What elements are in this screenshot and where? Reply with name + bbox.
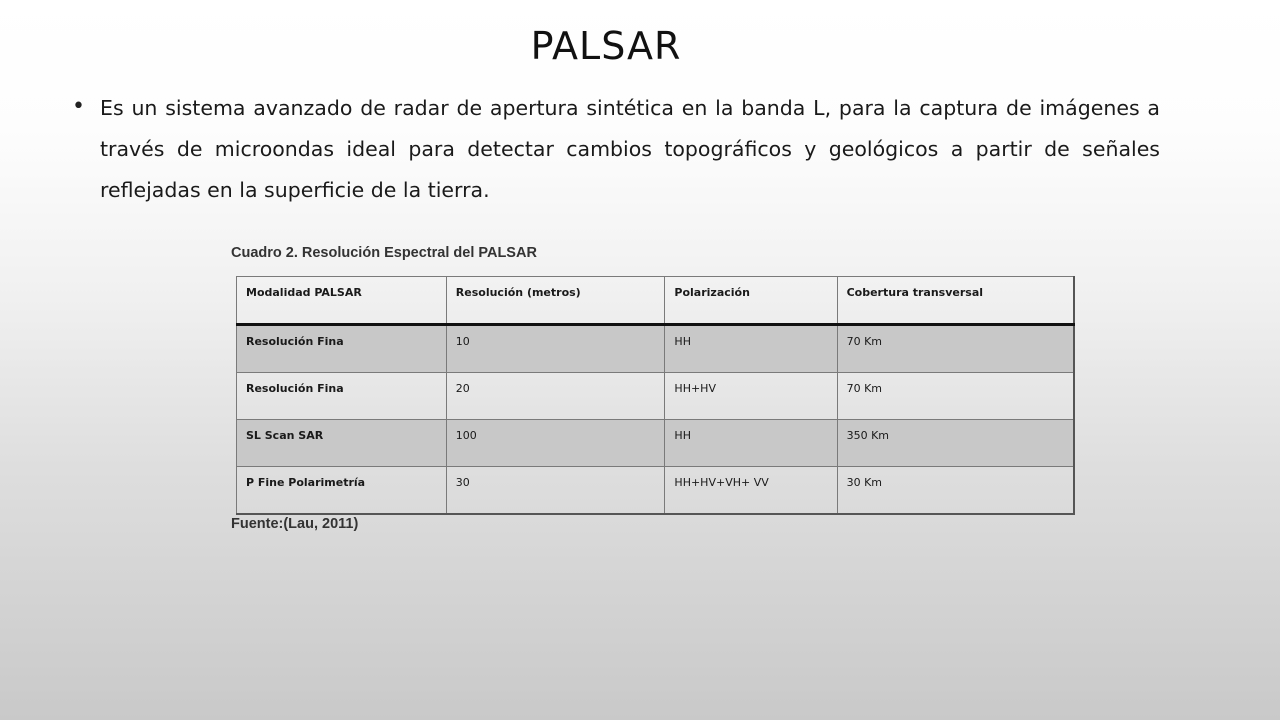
table-cell: 350 Km bbox=[837, 420, 1074, 467]
slide-title: PALSAR bbox=[530, 24, 682, 68]
header-modalidad: Modalidad PALSAR bbox=[237, 277, 447, 325]
header-polarizacion: Polarización bbox=[665, 277, 837, 325]
palsar-resolution-table bbox=[236, 276, 1075, 515]
bullet-paragraph bbox=[72, 88, 1160, 211]
table-cell: 30 Km bbox=[837, 467, 1074, 515]
table-cell: 10 bbox=[446, 325, 665, 373]
table-row bbox=[237, 467, 1075, 515]
bullet-dot-icon: • bbox=[72, 94, 85, 119]
header-cobertura: Cobertura transversal bbox=[837, 277, 1074, 325]
table-cell: P Fine Polarimetría bbox=[237, 467, 447, 515]
table-cell: HH bbox=[665, 325, 837, 373]
table-cell: 70 Km bbox=[837, 325, 1074, 373]
table-cell: 20 bbox=[446, 373, 665, 420]
table-row bbox=[237, 325, 1075, 373]
table-cell: HH+HV bbox=[665, 373, 837, 420]
table-header-row bbox=[237, 277, 1075, 325]
table-caption: Cuadro 2. Resolución Espectral del PALSAR bbox=[231, 245, 537, 261]
table-cell: 30 bbox=[446, 467, 665, 515]
table-cell: HH bbox=[665, 420, 837, 467]
table-cell: HH+HV+VH+ VV bbox=[665, 467, 837, 515]
table-source: Fuente:(Lau, 2011) bbox=[231, 516, 359, 532]
table-cell: SL Scan SAR bbox=[237, 420, 447, 467]
table-row bbox=[237, 420, 1075, 467]
table-row bbox=[237, 373, 1075, 420]
table-cell: 100 bbox=[446, 420, 665, 467]
table-cell: Resolución Fina bbox=[237, 373, 447, 420]
header-resolucion: Resolución (metros) bbox=[446, 277, 665, 325]
table-cell: 70 Km bbox=[837, 373, 1074, 420]
bullet-text: Es un sistema avanzado de radar de apertura sintética en la banda L, para la captura de imágenes a través de microondas ideal para detectar cambios topográficos y geológicos a partir de señales reflejadas en la superficie de la tierra. bbox=[100, 96, 1160, 202]
table-cell: Resolución Fina bbox=[237, 325, 447, 373]
